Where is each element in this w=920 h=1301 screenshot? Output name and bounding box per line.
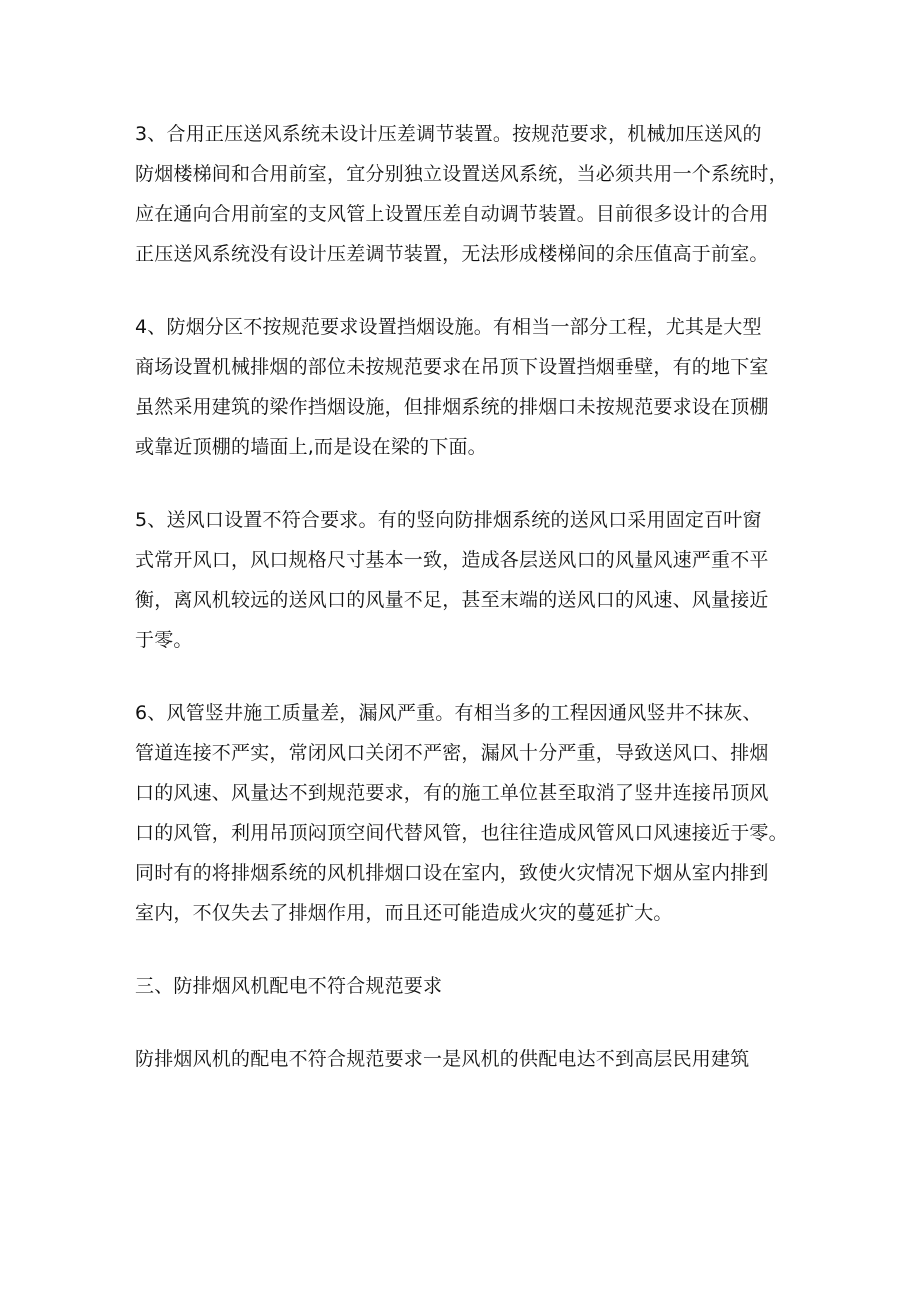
section-heading-text: 三、防排烟风机配电不符合规范要求	[135, 975, 443, 997]
paragraph-item-6	[135, 693, 807, 933]
paragraph-item-3	[135, 114, 807, 274]
text-line: 管道连接不严实，常闭风口关闭不严密，漏风十分严重，导致送风口、排烟	[135, 742, 769, 764]
text-line: 防排烟风机的配电不符合规范要求一是风机的供配电达不到高层民用建筑	[135, 1048, 750, 1070]
text-line: 商场设置机械排烟的部位未按规范要求在吊顶下设置挡烟垂壁，有的地下室	[135, 356, 769, 378]
text-line: 防烟楼梯间和合用前室，宜分别独立设置送风系统，当必须共用一个系统时，	[135, 163, 788, 185]
text-line: 室内，不仅失去了排烟作用，而且还可能造成火灾的蔓延扩大。	[135, 902, 673, 924]
paragraph-fan-power	[135, 1039, 807, 1079]
text-line: 衡，离风机较远的送风口的风量不足，甚至末端的送风口的风速、风量接近	[135, 589, 769, 611]
text-line: 口的风速、风量达不到规范要求，有的施工单位甚至取消了竖井连接吊顶风	[135, 782, 769, 804]
text-line: 正压送风系统没有设计压差调节装置，无法形成楼梯间的余压值高于前室。	[135, 243, 769, 265]
text-line: 应在通向合用前室的支风管上设置压差自动调节装置。目前很多设计的合用	[135, 203, 769, 225]
paragraph-item-5	[135, 500, 807, 660]
text-line: 口的风管，利用吊顶闷顶空间代替风管，也往往造成风管风口风速接近于零。	[135, 822, 788, 844]
paragraph-item-4	[135, 307, 807, 467]
text-line: 虽然采用建筑的梁作挡烟设施，但排烟系统的排烟口未按规范要求设在顶棚	[135, 396, 769, 418]
text-line: 4、防烟分区不按规范要求设置挡烟设施。有相当一部分工程，尤其是大型	[135, 316, 762, 338]
text-line: 同时有的将排烟系统的风机排烟口设在室内，致使火灾情况下烟从室内排到	[135, 862, 769, 884]
text-line: 式常开风口，风口规格尺寸基本一致，造成各层送风口的风量风速严重不平	[135, 549, 769, 571]
section-heading	[135, 966, 807, 1006]
document-body	[135, 114, 807, 1112]
text-line: 3、合用正压送风系统未设计压差调节装置。按规范要求，机械加压送风的	[135, 123, 762, 145]
text-line: 5、送风口设置不符合要求。有的竖向防排烟系统的送风口采用固定百叶窗	[135, 509, 762, 531]
text-line: 于零。	[135, 629, 193, 651]
text-line: 或靠近顶棚的墙面上,而是设在梁的下面。	[135, 436, 487, 458]
text-line: 6、风管竖井施工质量差，漏风严重。有相当多的工程因通风竖井不抹灰、	[135, 702, 762, 724]
